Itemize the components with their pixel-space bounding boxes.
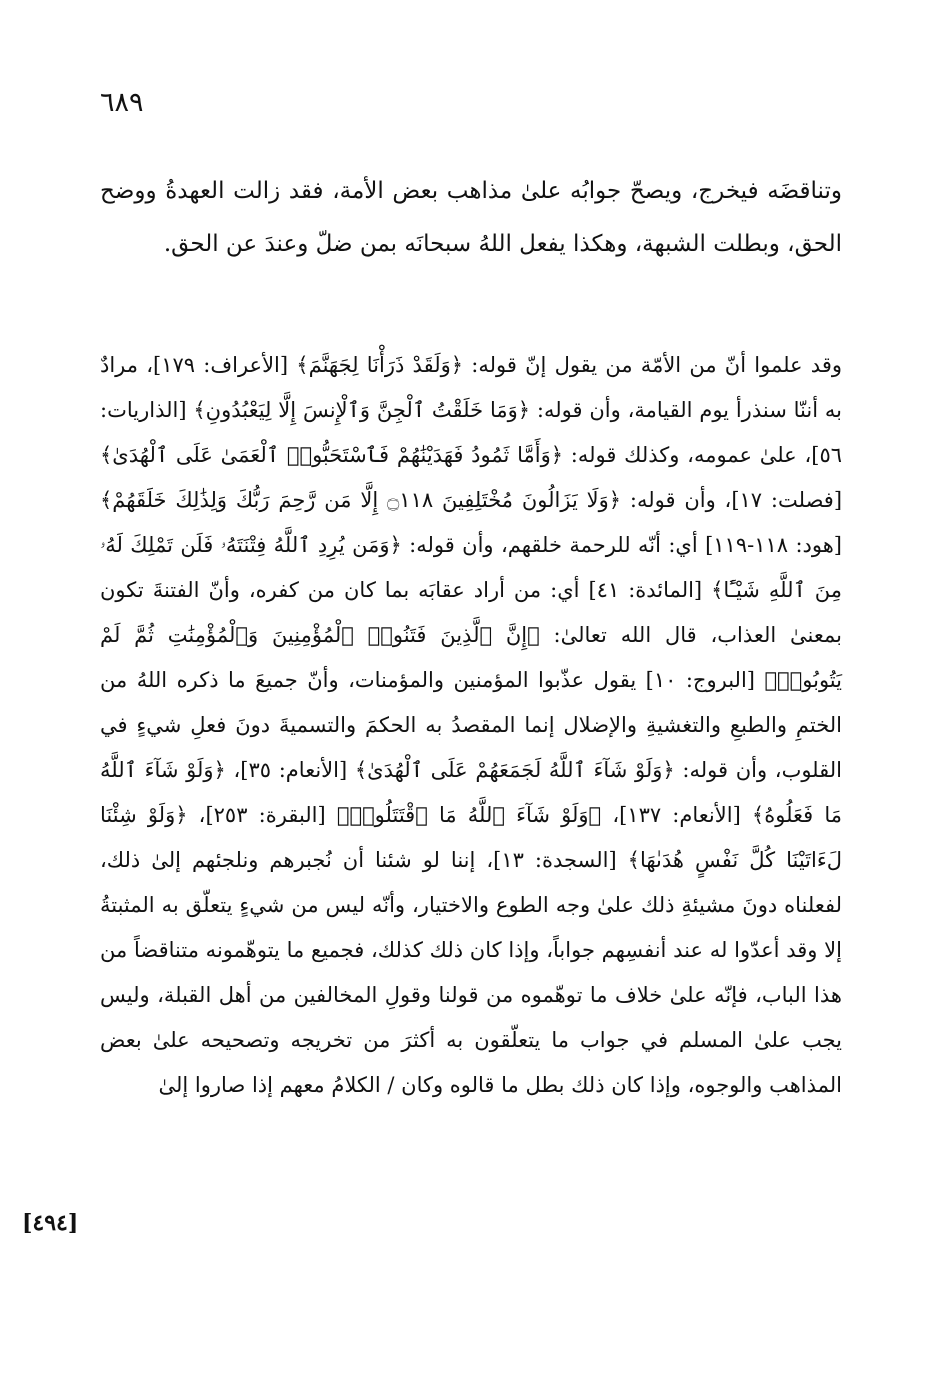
paragraph-2: وقد علموا أنّ من الأمّة من يقول إنّ قوله: ﴿وَلَقَدْ ذَرَأْنَا لِجَهَنَّمَ﴾ [الأعراف: ١٧٩]، مرادٌ به أننّا سنذرأ يوم القيامة، وأن قوله: ﴿وَمَا خَلَقْتُ ٱلْجِنَّ وَٱلْإِنسَ إِلَّا لِيَعْبُدُونِ﴾ [الذاريات: ٥٦]، علىٰ عمومه، وكذلك قوله: ﴿وَأَمَّا ثَمُودُ فَهَدَيْنَٰهُمْ فَٱسْتَحَبُّوا۟ ٱلْعَمَىٰ عَلَى ٱلْهُدَىٰ﴾ [فصلت: ١٧]، وأن قوله: ﴿وَلَا يَزَالُونَ مُخْتَلِفِينَ ۝١١٨ إِلَّا مَن رَّحِمَ رَبُّكَ وَلِذَٰلِكَ خَلَقَهُمْ﴾ [هود: ١١٨-١١٩] أي: أنّه للرحمة خلقهم، وأن قوله: ﴿وَمَن يُرِدِ ٱللَّهُ فِتْنَتَهُۥ فَلَن تَمْلِكَ لَهُۥ مِنَ ٱللَّهِ شَيْـًٔا﴾ [المائدة: ٤١] أي: من أراد عقابَه بما كان من كفره، وأنّ الفتنةَ تكون بمعنىٰ العذاب، قال الله تعالىٰ: ﴿إِنَّ ٱلَّذِينَ فَتَنُوا۟ ٱلْمُؤْمِنِينَ وَٱلْمُؤْمِنَٰتِ ثُمَّ لَمْ يَتُوبُوا۟﴾ [البروج: ١٠] يقول عذّبوا المؤمنين والمؤمنات، وأنّ جميعَ ما ذكره اللهُ من الختمِ والطبعِ والتغشيةِ والإضلال إنما المقصدُ به الحكمَ والتسميةَ دونَ فعلِ شيءٍ في القلوب، وأن قوله: ﴿وَلَوْ شَآءَ ٱللَّهُ لَجَمَعَهُمْ عَلَى ٱلْهُدَىٰ﴾ [الأنعام: ٣٥]، ﴿وَلَوْ شَآءَ ٱللَّهُ مَا فَعَلُوهُ﴾ [الأنعام: ١٣٧]، ﴿وَلَوْ شَآءَ ٱللَّهُ مَا ٱقْتَتَلُوا۟﴾ [البقرة: ٢٥٣]، ﴿وَلَوْ شِئْنَا لَءَاتَيْنَا كُلَّ نَفْسٍ هُدَىٰهَا﴾ [السجدة: ١٣]، إننا لو شئنا أن نُجبرهم ونلجئهم إلىٰ ذلك، لفعلناه دونَ مشيئةِ ذلك علىٰ وجه الطوع والاختيار، وأنّه ليس من شيءٍ يتعلّق به المثبتةُ إلا وقد أعدّوا له عند أنفسِهم جواباً، وإذا كان ذلك كذلك، فجميع ما يتوهّمونه متناقضاً من هذا الباب، فإنّه علىٰ خلاف ما توهّموه من قولنا وقولِ المخالفين من أهل القبلة، وليس يجب علىٰ المسلم في جواب ما يتعلّقون به أكثرَ من تخريجه وتصحيحه علىٰ بعض المذاهب والوجوه، وإذا كان ذلك بطل ما قالوه وكان / الكلامُ معهم إذا صاروا إلىٰ: [100, 353, 843, 1097]
page-number: ٦٨٩: [100, 87, 144, 118]
manuscript-page-marker: [٤٩٤]: [22, 1210, 79, 1236]
paragraph-1: وتناقضَه فيخرج، ويصحّ جوابُه علىٰ مذاهب بعض الأمة، فقد زالت العهدةُ ووضح الحق، وبطلت الشبهة، وهكذا يفعل اللهُ سبحانَه بمن ضلّ وعندَ عن الحق.: [100, 178, 842, 257]
